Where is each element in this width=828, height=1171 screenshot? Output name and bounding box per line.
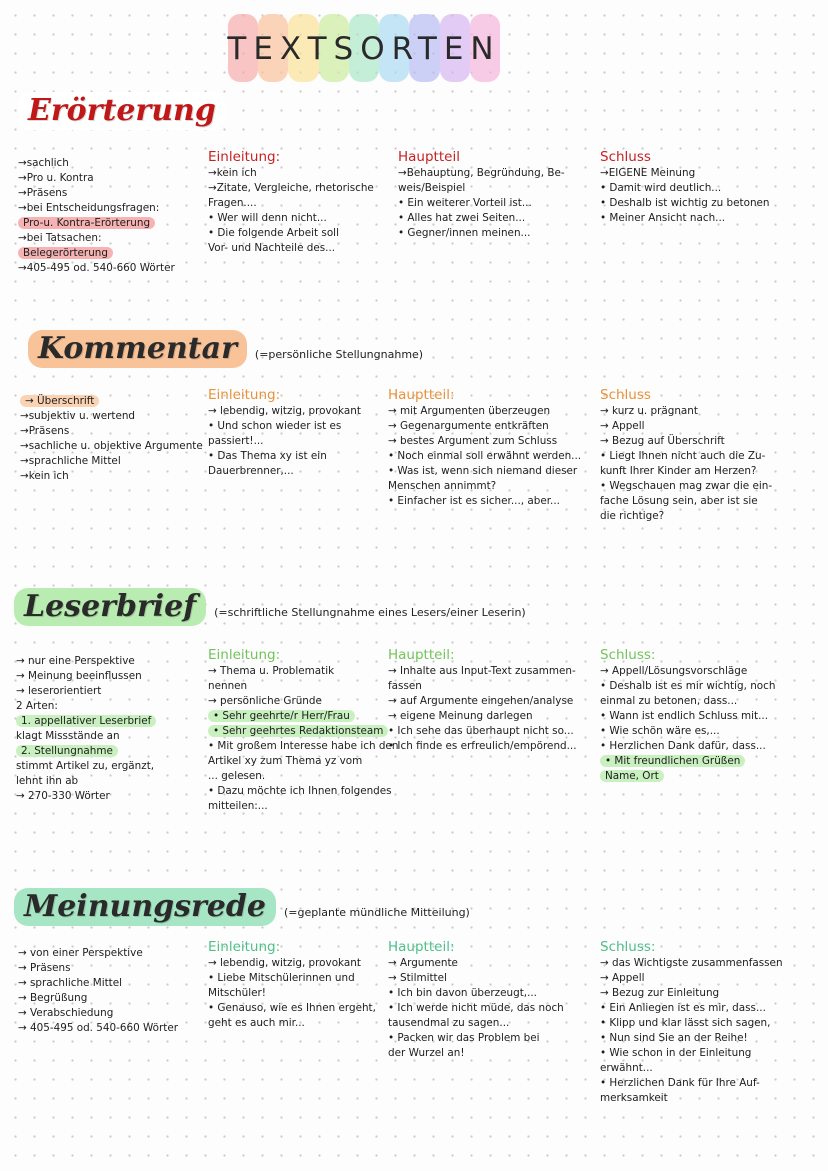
section-title: Erörterung <box>18 92 226 130</box>
note-item <box>20 469 203 484</box>
note-text: → Präsens <box>18 962 71 974</box>
note-text: stimmt Artikel zu, ergänzt, <box>16 760 155 772</box>
note-item <box>600 509 772 524</box>
column-heading: Schluss: <box>600 939 656 955</box>
note-text: →sachlich <box>18 157 69 169</box>
note-text: → Argumente <box>388 957 458 969</box>
note-item <box>600 1016 783 1031</box>
column-heading: Einleitung: <box>208 647 281 663</box>
note-text: • Einfacher ist es sicher..., aber... <box>388 495 560 507</box>
note-item <box>388 664 577 679</box>
note-text: • Wie schon in der Einleitung <box>600 1047 752 1059</box>
note-item <box>18 261 175 276</box>
section-column <box>18 940 178 1036</box>
note-item <box>16 789 156 804</box>
note-text: → 405-495 od. 540-660 Wörter <box>18 1022 179 1034</box>
column-heading: Einleitung: <box>208 387 281 403</box>
note-item <box>18 1006 178 1021</box>
note-text: → von einer Perspektive <box>18 947 143 959</box>
note-item <box>600 434 772 449</box>
note-text: →bei Tatsachen: <box>18 232 102 244</box>
note-text: • Herzlichen Dank dafür, dass... <box>600 740 766 752</box>
section-column <box>600 150 770 226</box>
note-item <box>16 654 156 669</box>
note-item <box>388 739 577 754</box>
section-column <box>600 940 783 1106</box>
note-text: Menschen annimmt? <box>388 480 497 492</box>
note-text: tausendmal zu sagen... <box>388 1017 510 1029</box>
note-item <box>16 714 156 729</box>
note-text: • Deshalb ist wichtig zu betonen <box>600 197 770 209</box>
note-item <box>388 449 581 464</box>
section-column <box>20 388 203 484</box>
note-text: • Noch einmal soll erwähnt werden... <box>388 450 582 462</box>
note-text: → persönliche Gründe <box>208 695 322 707</box>
note-item <box>18 216 175 231</box>
note-text: • Die folgende Arbeit soll <box>208 227 339 239</box>
note-text: • Meiner Ansicht nach... <box>600 212 726 224</box>
note-item <box>208 449 361 464</box>
note-item <box>208 419 361 434</box>
section-title: Kommentar <box>28 330 247 368</box>
note-item <box>600 739 775 754</box>
note-item <box>600 479 772 494</box>
section-column <box>208 150 374 256</box>
note-text: • Deshalb ist es mir wichtig, noch <box>600 680 776 692</box>
column-heading: Hauptteil: <box>388 647 455 663</box>
note-item <box>208 226 374 241</box>
note-item <box>388 479 581 494</box>
note-item <box>20 454 203 469</box>
note-item <box>18 201 175 216</box>
section-subtitle: (=schriftliche Stellungnahme eines Lesers/einer Leserin) <box>214 606 526 619</box>
note-text: merksamkeit <box>600 1092 668 1104</box>
note-text: klagt Missstände an <box>16 730 120 742</box>
note-item <box>600 494 772 509</box>
note-text: • Was ist, wenn sich niemand dieser <box>388 465 578 477</box>
note-text: Belegerörterung <box>18 247 113 259</box>
note-text: • Wegschauen mag zwar die ein- <box>600 480 773 492</box>
note-item <box>208 724 398 739</box>
column-heading: Einleitung: <box>208 939 281 955</box>
note-item <box>208 166 374 181</box>
note-item <box>388 709 577 724</box>
note-text: → Appell <box>600 972 645 984</box>
note-item <box>208 739 398 754</box>
note-text: → Meinung beeinflussen <box>16 670 142 682</box>
note-item <box>600 679 775 694</box>
note-item <box>208 956 376 971</box>
note-text: →EIGENE Meinung <box>600 167 696 179</box>
note-item <box>20 424 203 439</box>
section-column <box>388 648 577 754</box>
note-text: • Damit wird deutlich... <box>600 182 722 194</box>
note-item <box>600 1091 783 1106</box>
note-item <box>18 976 178 991</box>
note-item <box>208 986 376 1001</box>
note-text: → Thema u. Problematik <box>208 665 335 677</box>
note-text: → Stilmittel <box>388 972 447 984</box>
note-text: → Bezug zur Einleitung <box>600 987 720 999</box>
note-item <box>600 1061 783 1076</box>
note-item <box>600 166 770 181</box>
note-item <box>388 724 577 739</box>
note-text: →Pro u. Kontra <box>18 172 94 184</box>
note-text: • Ich bin davon überzeugt,... <box>388 987 537 999</box>
note-item <box>398 166 565 181</box>
note-text: • Wann ist endlich Schluss mit... <box>600 710 768 722</box>
note-text: → sprachliche Mittel <box>18 977 123 989</box>
note-text: • Genauso, wie es Ihnen ergeht, <box>208 1002 376 1014</box>
note-text: • Dazu möchte ich Ihnen folgendes <box>208 785 392 797</box>
note-text: • Ein Anliegen ist es mir, dass... <box>600 1002 766 1014</box>
note-text: Dauerbrenner,... <box>208 465 294 477</box>
note-item <box>600 449 772 464</box>
note-item <box>600 1046 783 1061</box>
note-item <box>18 156 175 171</box>
note-item <box>398 196 565 211</box>
note-text: → lebendig, witzig, provokant <box>208 957 361 969</box>
note-item <box>208 784 398 799</box>
note-item <box>16 744 156 759</box>
note-text: Artikel xy zum Thema yz vom <box>208 755 363 767</box>
section-column <box>600 648 775 784</box>
note-item <box>388 679 577 694</box>
note-item <box>600 769 775 784</box>
note-item <box>208 971 376 986</box>
note-text: • Wer will denn nicht... <box>208 212 327 224</box>
note-item <box>398 226 565 241</box>
note-text: → kurz u. prägnant <box>600 405 698 417</box>
note-text: • Packen wir das Problem bei <box>388 1032 540 1044</box>
note-text: →kein ich <box>208 167 257 179</box>
note-text: Pro-u. Kontra-Erörterung <box>18 217 155 229</box>
note-item <box>18 231 175 246</box>
note-text: Name, Ort <box>600 770 664 782</box>
note-item <box>20 409 203 424</box>
note-text: • Sehr geehrtes Redaktionsteam <box>208 725 388 737</box>
note-item <box>208 754 398 769</box>
note-item <box>20 394 203 409</box>
note-item <box>388 434 581 449</box>
note-text: • Liebe Mitschülerinnen und <box>208 972 355 984</box>
note-text: der Wurzel an! <box>388 1047 465 1059</box>
note-item <box>600 211 770 226</box>
column-heading: Hauptteil: <box>388 939 455 955</box>
note-item <box>208 709 398 724</box>
note-text: passiert!... <box>208 435 264 447</box>
note-text: • Ich sehe das überhaupt nicht so... <box>388 725 574 737</box>
section-column <box>208 388 361 479</box>
note-text: • Mit großem Interesse habe ich den <box>208 740 399 752</box>
note-item <box>600 1001 783 1016</box>
note-item <box>208 679 398 694</box>
column-heading: Hauptteil: <box>388 387 455 403</box>
note-text: • Sehr geehrte/r Herr/Frau <box>208 710 355 722</box>
note-text: Mitschüler! <box>208 987 266 999</box>
note-text: → nur eine Perspektive <box>16 655 135 667</box>
note-text: →sachliche u. objektive Argumente <box>20 440 203 452</box>
note-text: • Und schon wieder ist es <box>208 420 342 432</box>
column-heading: Hauptteil <box>398 149 460 165</box>
note-text: • Ich werde nicht müde, das noch <box>388 1002 564 1014</box>
section-title: Meinungsrede <box>14 888 276 926</box>
note-item <box>20 439 203 454</box>
note-text: → lebendig, witzig, provokant <box>208 405 361 417</box>
note-item <box>208 799 398 814</box>
note-text: • Liegt Ihnen nicht auch die Zu- <box>600 450 766 462</box>
note-text: erwähnt... <box>600 1062 653 1074</box>
note-text: →subjektiv u. wertend <box>20 410 136 422</box>
note-item <box>600 724 775 739</box>
note-item <box>388 404 581 419</box>
note-text: die richtige? <box>600 510 665 522</box>
note-item <box>388 986 564 1001</box>
section-column <box>18 150 175 276</box>
note-text: → das Wichtigste zusammenfassen <box>600 957 783 969</box>
note-text: → mit Argumenten überzeugen <box>388 405 551 417</box>
note-text: 2. Stellungnahme <box>16 745 118 757</box>
note-text: → Gegenargumente entkräften <box>388 420 549 432</box>
section-header <box>14 588 526 626</box>
note-item <box>18 171 175 186</box>
note-text: • Ein weiterer Vorteil ist... <box>398 197 532 209</box>
column-heading: Schluss: <box>600 647 656 663</box>
note-text: → eigene Meinung darlegen <box>388 710 533 722</box>
note-item <box>600 986 783 1001</box>
note-text: 1. appellativer Leserbrief <box>16 715 156 727</box>
note-item <box>600 181 770 196</box>
note-text: lehnt ihn ab <box>16 775 79 787</box>
section-column <box>208 648 398 814</box>
note-text: → Inhalte aus Input-Text zusammen- <box>388 665 576 677</box>
note-text: 2 Arten: <box>16 700 58 712</box>
section-column <box>600 388 772 524</box>
note-item <box>208 181 374 196</box>
section-column <box>398 150 565 241</box>
note-item <box>388 419 581 434</box>
note-item <box>18 246 175 261</box>
note-item <box>208 464 361 479</box>
note-text: kunft Ihrer Kinder am Herzen? <box>600 465 757 477</box>
note-item <box>16 699 156 714</box>
note-item <box>208 1016 376 1031</box>
note-text: • Ich finde es erfreulich/empörend... <box>388 740 577 752</box>
note-item <box>600 694 775 709</box>
note-item <box>208 211 374 226</box>
note-item <box>388 494 581 509</box>
note-item <box>388 1016 564 1031</box>
note-item <box>16 669 156 684</box>
note-item <box>600 419 772 434</box>
section-column <box>388 940 564 1061</box>
note-text: → leserorientiert <box>16 685 102 697</box>
note-item <box>388 971 564 986</box>
section-header <box>28 330 423 368</box>
note-text: einmal zu betonen, dass... <box>600 695 738 707</box>
note-item <box>600 1076 783 1091</box>
note-text: • Klipp und klar lässt sich sagen, <box>600 1017 771 1029</box>
section-subtitle: (=persönliche Stellungnahme) <box>254 348 424 361</box>
note-item <box>398 181 565 196</box>
note-item <box>600 404 772 419</box>
note-item <box>16 729 156 744</box>
note-item <box>388 956 564 971</box>
note-text: → Begrüßung <box>18 992 88 1004</box>
section-column <box>16 648 156 804</box>
note-item <box>388 464 581 479</box>
note-text: • Wie schön wäre es,... <box>600 725 720 737</box>
note-item <box>388 1031 564 1046</box>
note-text: weis/Beispiel <box>398 182 466 194</box>
note-text: → Appell <box>600 420 645 432</box>
note-item <box>18 186 175 201</box>
note-item <box>600 709 775 724</box>
note-text: →kein ich <box>20 470 69 482</box>
note-text: Fragen.... <box>208 197 257 209</box>
note-item <box>208 434 361 449</box>
section-header <box>18 92 234 130</box>
note-text: →Behauptung, Begründung, Be- <box>398 167 565 179</box>
note-text: →sprachliche Mittel <box>20 455 121 467</box>
note-text: Vor- und Nachteile des... <box>208 242 336 254</box>
note-text: • Herzlichen Dank für Ihre Auf- <box>600 1077 760 1089</box>
note-item <box>18 946 178 961</box>
note-item <box>208 769 398 784</box>
note-text: →bei Entscheidungsfragen: <box>18 202 160 214</box>
note-item <box>208 241 374 256</box>
note-text: → bestes Argument zum Schluss <box>388 435 558 447</box>
note-item <box>208 664 398 679</box>
section-column <box>208 940 376 1031</box>
column-heading: Einleitung: <box>208 149 281 165</box>
note-text: → Appell/Lösungsvorschläge <box>600 665 748 677</box>
note-text: nennen <box>208 680 248 692</box>
note-text: • Gegner/innen meinen... <box>398 227 531 239</box>
column-heading: Schluss <box>600 387 651 403</box>
note-text: →405-495 od. 540-660 Wörter <box>18 262 175 274</box>
page-title <box>228 14 500 84</box>
note-item <box>16 774 156 789</box>
note-text: fache Lösung sein, aber ist sie <box>600 495 758 507</box>
note-text: →Präsens <box>18 187 68 199</box>
note-item <box>388 1001 564 1016</box>
note-text: mitteilen:... <box>208 800 268 812</box>
section-subtitle: (=geplante mündliche Mitteilung) <box>283 906 470 919</box>
note-text: → Verabschiedung <box>18 1007 114 1019</box>
note-text: → 270-330 Wörter <box>16 790 110 802</box>
note-item <box>208 694 398 709</box>
note-item <box>208 404 361 419</box>
note-item <box>398 211 565 226</box>
note-text: • Das Thema xy ist ein <box>208 450 327 462</box>
note-text: • Mit freundlichen Grüßen <box>600 755 745 767</box>
note-item <box>600 956 783 971</box>
note-item <box>388 1046 564 1061</box>
note-item <box>600 664 775 679</box>
note-item <box>16 759 156 774</box>
note-text: → Überschrift <box>20 395 99 407</box>
note-text: • Alles hat zwei Seiten... <box>398 212 526 224</box>
note-item <box>388 694 577 709</box>
note-item <box>600 971 783 986</box>
note-text: geht es auch mir... <box>208 1017 305 1029</box>
note-text: • Nun sind Sie an der Reihe! <box>600 1032 748 1044</box>
note-item <box>16 684 156 699</box>
note-item <box>18 1021 178 1036</box>
section-header <box>14 888 470 926</box>
note-text: fassen <box>388 680 422 692</box>
note-text: →Zitate, Vergleiche, rhetorische <box>208 182 374 194</box>
note-item <box>600 464 772 479</box>
note-text: → auf Argumente eingehen/analyse <box>388 695 574 707</box>
section-title: Leserbrief <box>14 588 206 626</box>
note-item <box>208 1001 376 1016</box>
note-item <box>600 1031 783 1046</box>
note-text: → Bezug auf Überschrift <box>600 435 725 447</box>
note-item <box>18 991 178 1006</box>
section-column <box>388 388 581 509</box>
note-item <box>208 196 374 211</box>
note-item <box>600 754 775 769</box>
note-item <box>600 196 770 211</box>
note-item <box>18 961 178 976</box>
column-heading: Schluss <box>600 149 651 165</box>
page-title-text: TEXTSORTEN <box>227 31 501 67</box>
note-text: →Präsens <box>20 425 70 437</box>
note-text: ... gelesen. <box>208 770 266 782</box>
